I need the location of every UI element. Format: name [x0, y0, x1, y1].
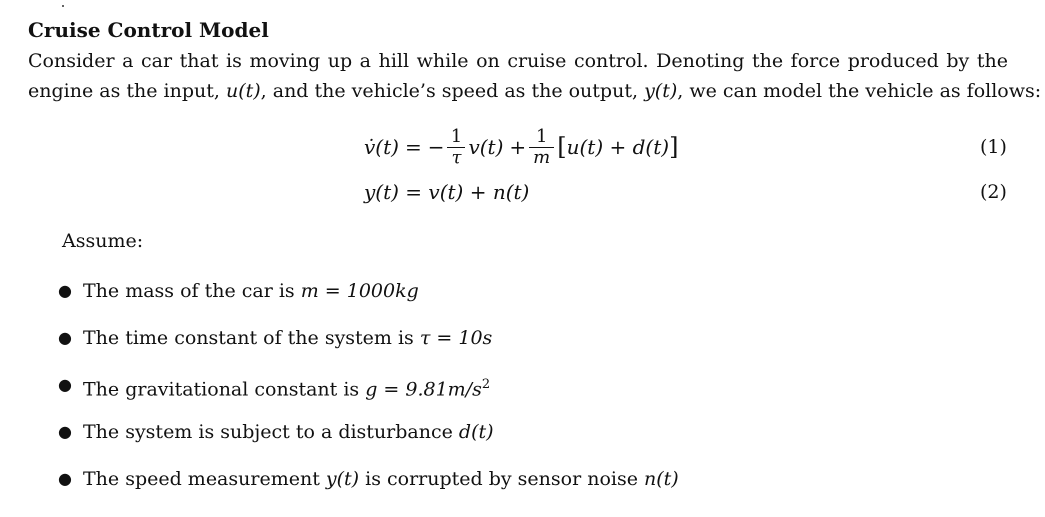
equation-1-number: (1) — [980, 136, 1007, 158]
list-item — [56, 277, 679, 324]
equation-2-number: (2) — [980, 181, 1007, 203]
bullet-math: d(t) — [458, 421, 494, 443]
eq1-term-2: u(t) + d(t) — [566, 135, 670, 159]
eq1-plus: + — [509, 135, 527, 159]
eq1-bracket-close: ] — [669, 133, 679, 161]
bullet-math-2: n(t) — [644, 468, 679, 490]
bullet-text: The speed measurement — [83, 468, 320, 490]
eq1-equals: = — [404, 135, 422, 159]
section-title: Cruise Control Model — [28, 18, 269, 42]
intro-line-2 — [28, 76, 1042, 106]
eq1-minus: − — [427, 135, 445, 159]
equation-2 — [364, 177, 529, 207]
bullet-icon: ● — [58, 422, 72, 441]
intro-text-c: , we can model the vehicle as follows: — [677, 80, 1042, 102]
bullet-text: The system is subject to a disturbance — [83, 421, 453, 443]
bullet-text: The time constant of the system is — [83, 327, 414, 349]
intro-text-a: engine as the input, — [28, 80, 220, 102]
eq1-lhs: v̇(t) — [364, 135, 399, 159]
bullet-text: The gravitational constant is — [83, 378, 360, 401]
eq2-text: y(t) = v(t) + n(t) — [364, 180, 530, 204]
assumption-list — [56, 277, 679, 512]
output-symbol: y(t) — [644, 80, 678, 102]
bullet-math: y(t) — [325, 468, 360, 490]
intro-paragraph — [28, 46, 1042, 106]
bullet-math: τ = 10s — [419, 327, 493, 349]
eq1-fraction-2 — [529, 127, 554, 168]
list-item — [56, 418, 679, 465]
bullet-rest: is corrupted by sensor noise — [365, 468, 638, 490]
list-item — [56, 324, 679, 371]
eq1-fraction-1 — [447, 127, 465, 168]
eq1-frac2-denominator: m — [529, 147, 554, 168]
bullet-icon: ● — [58, 328, 72, 347]
eq1-frac2-numerator: 1 — [535, 125, 548, 147]
list-item — [56, 465, 679, 512]
intro-line-1: Consider a car that is moving up a hill while on cruise control. Denoting the force produced by the — [28, 50, 1008, 72]
assume-label: Assume: — [62, 230, 144, 252]
intro-text-b: , and the vehicle’s speed as the output, — [260, 80, 639, 102]
bullet-icon: ● — [58, 469, 72, 488]
bullet-icon: ● — [58, 281, 72, 300]
eq1-bracket-open: [ — [557, 133, 567, 161]
eq1-frac1-denominator: τ — [447, 147, 465, 168]
stray-dot — [62, 5, 64, 7]
bullet-math: g = 9.81m/s — [365, 378, 482, 401]
bullet-superscript: 2 — [481, 377, 491, 392]
equation-1 — [364, 122, 678, 172]
list-item — [56, 371, 679, 418]
bullet-math: m = 1000kg — [300, 280, 419, 302]
bullet-icon: ● — [58, 375, 72, 394]
bullet-text: The mass of the car is — [83, 280, 295, 302]
input-symbol: u(t) — [225, 80, 261, 102]
eq1-term-1: v(t) — [468, 135, 504, 159]
eq1-frac1-numerator: 1 — [450, 125, 463, 147]
